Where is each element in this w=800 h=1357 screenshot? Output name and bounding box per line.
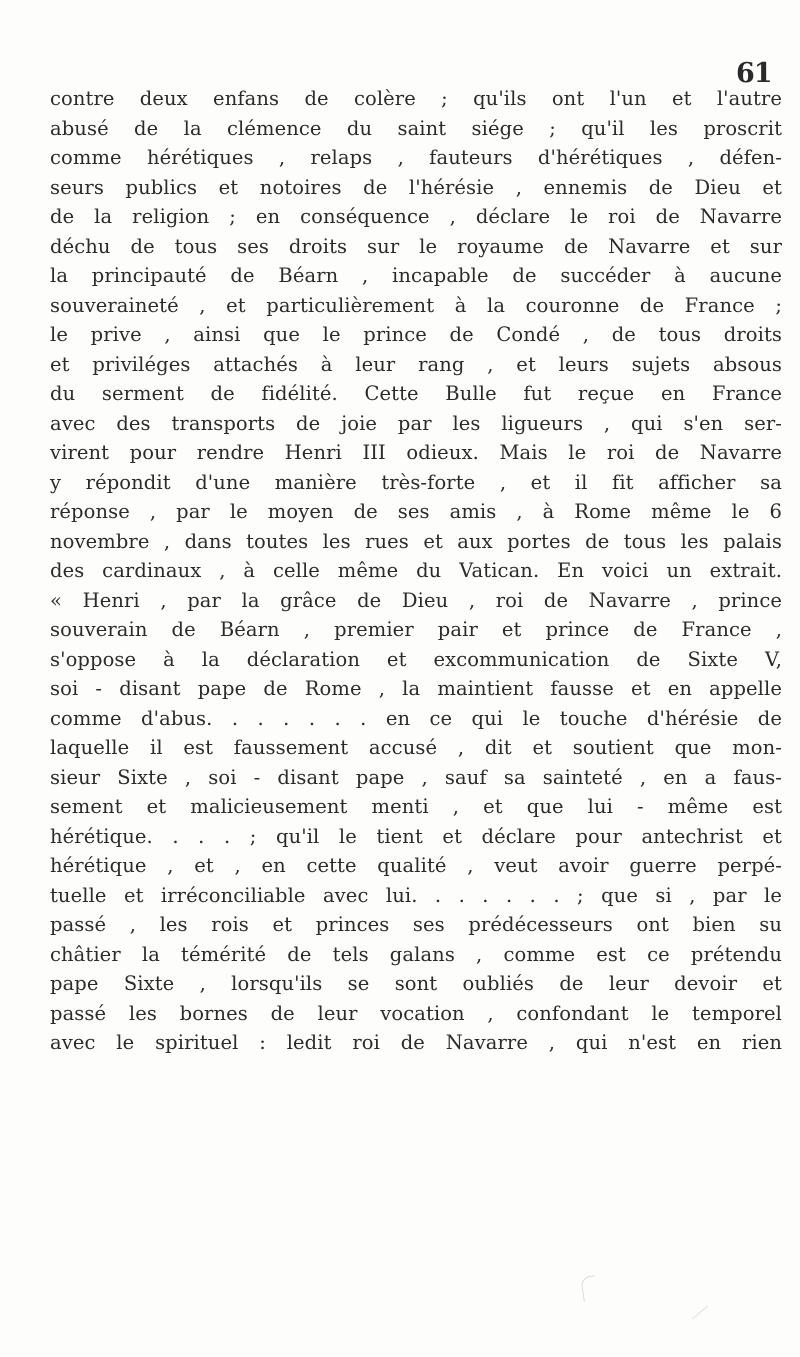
text-line: souverain de Béarn , premier pair et prince de France ,	[50, 618, 782, 641]
text-line: souveraineté , et particulièrement à la couronne de France ;	[50, 293, 782, 317]
text-line: des cardinaux , à celle même du Vatican. En voici un extrait.	[50, 559, 782, 582]
text-line: comme d'abus. . . . . . . en ce qui le touche d'hérésie de	[50, 706, 782, 730]
text-line: tuelle et irréconciliable avec lui. . . . . . . ; que si , par le	[50, 883, 782, 907]
text-line: y répondit d'une manière très-forte , et il fit afficher sa	[50, 470, 782, 494]
text-line: passé les bornes de leur vocation , confondant le temporel	[50, 1001, 782, 1025]
text-line: « Henri , par la grâce de Dieu , roi de Navarre , prince	[50, 588, 782, 612]
text-line: hérétique , et , en cette qualité , veut avoir guerre perpé-	[50, 854, 782, 877]
text-line: contre deux enfans de colère ; qu'ils ont l'un et l'autre	[50, 87, 782, 110]
text-line: réponse , par le moyen de ses amis , à Rome même le 6	[50, 500, 782, 523]
page-number: 61	[736, 58, 772, 89]
text-line: abusé de la clémence du saint siége ; qu'il les proscrit	[50, 116, 782, 140]
text-line: avec le spirituel : ledit roi de Navarre , qui n'est en rien	[50, 1031, 782, 1054]
text-line: novembre , dans toutes les rues et aux portes de tous les palais	[50, 529, 782, 553]
text-line: soi - disant pape de Rome , la maintient fausse et en appelle	[50, 677, 782, 700]
text-line: sement et malicieusement menti , et que lui - même est	[50, 795, 782, 818]
text-line: seurs publics et notoires de l'hérésie , ennemis de Dieu et	[50, 175, 782, 199]
text-line: déchu de tous ses droits sur le royaume de Navarre et sur	[50, 234, 782, 258]
text-line: passé , les rois et princes ses prédécesseurs ont bien su	[50, 913, 782, 936]
text-line: de la religion ; en conséquence , déclare le roi de Navarre	[50, 205, 782, 228]
text-line: le prive , ainsi que le prince de Condé , de tous droits	[50, 323, 782, 346]
text-line: comme hérétiques , relaps , fauteurs d'hérétiques , défen-	[50, 146, 782, 169]
text-line: avec des transports de joie par les ligueurs , qui s'en ser-	[50, 411, 782, 435]
text-line: et priviléges attachés à leur rang , et leurs sujets absous	[50, 352, 782, 376]
text-line: s'oppose à la déclaration et excommunication de Sixte V,	[50, 647, 782, 671]
body-text	[50, 84, 782, 1058]
text-line: virent pour rendre Henri III odieux. Mais le roi de Navarre	[50, 441, 782, 464]
text-line: hérétique. . . . ; qu'il le tient et déclare pour antechrist et	[50, 824, 782, 848]
text-line: châtier la témérité de tels galans , comme est ce prétendu	[50, 942, 782, 966]
text-line: sieur Sixte , soi - disant pape , sauf sa sainteté , en a faus-	[50, 765, 782, 789]
text-line: la principauté de Béarn , incapable de succéder à aucune	[50, 264, 782, 287]
paper-mark	[580, 1275, 598, 1302]
text-line: laquelle il est faussement accusé , dit et soutient que mon-	[50, 736, 782, 759]
paper-mark	[692, 1306, 708, 1320]
text-line: du serment de fidélité. Cette Bulle fut reçue en France	[50, 382, 782, 405]
text-line: pape Sixte , lorsqu'ils se sont oubliés de leur devoir et	[50, 972, 782, 995]
